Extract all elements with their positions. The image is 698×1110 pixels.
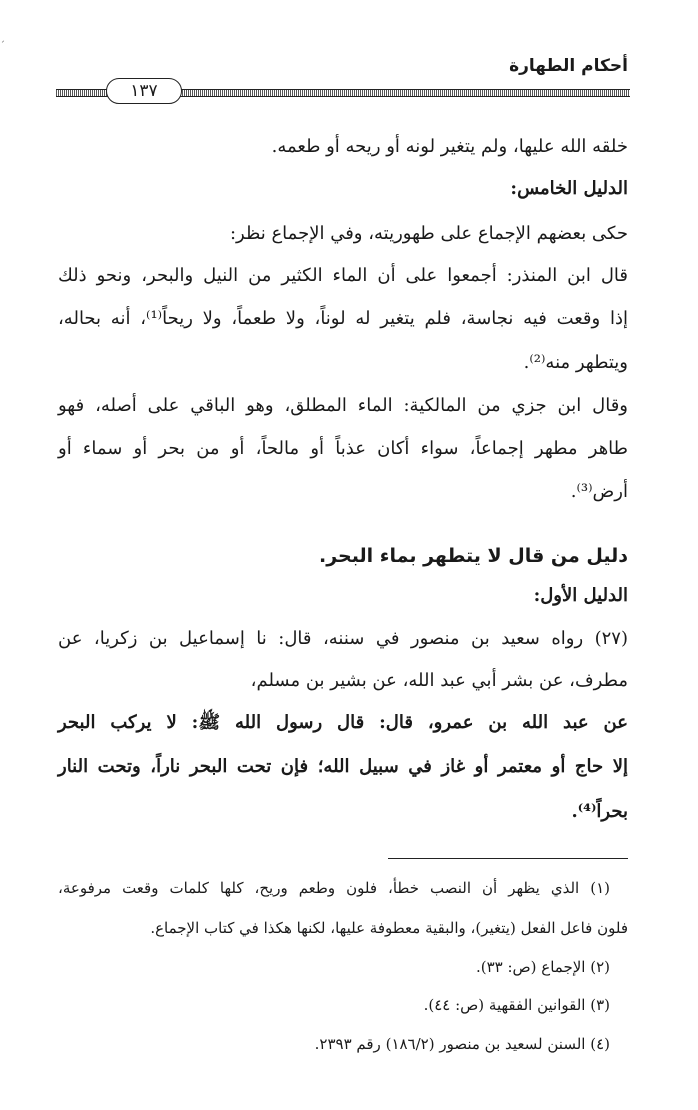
hadith-text-line: إلا حاج أو معتمر أو غاز في سبيل الله؛ فإن تحت البحر ناراً، وتحت النار xyxy=(58,756,628,777)
subheading-first-evidence: الدليل الأول: xyxy=(533,585,628,606)
section-heading: دليل من قال لا يتطهر بماء البحر. xyxy=(319,545,628,567)
text-line: خلقه الله عليها، ولم يتغير لونه أو ريحه أو طعمه. xyxy=(271,136,628,157)
hadith-text-line: عن عبد الله بن عمرو، قال: قال رسول الله ﷺ: لا يركب البحر xyxy=(58,712,628,733)
footnote-2: (٢) الإجماع (ص: ٣٣). xyxy=(475,958,610,976)
running-title: أحكام الطهارة xyxy=(509,56,628,76)
text-line: أرض⁽³⁾. xyxy=(570,481,628,502)
page-number: ١٣٧ xyxy=(106,78,182,104)
scan-mark: ˏ xyxy=(0,32,5,43)
hadith-text-line: بحراً⁽⁴⁾. xyxy=(571,801,628,822)
footnote-1: (١) الذي يظهر أن النصب خطأ، فلون وطعم وريح، كلها كلمات وقعت مرفوعة، xyxy=(58,879,610,897)
hadith-chain-line: (٢٧) رواه سعيد بن منصور في سننه، قال: نا إسماعيل بن زكريا، عن xyxy=(58,628,628,649)
footnote-1-continued: فلون فاعل الفعل (يتغير)، والبقية معطوفة عليها، لكنها هكذا في كتاب الإجماع. xyxy=(150,919,628,937)
text-line: حكى بعضهم الإجماع على طهوريته، وفي الإجماع نظر: xyxy=(229,223,628,244)
text-line: ويتطهر منه⁽²⁾. xyxy=(523,352,628,373)
footnote-3: (٣) القوانين الفقهية (ص: ٤٤). xyxy=(423,996,610,1014)
footnote-separator xyxy=(388,858,628,859)
text-line: وقال ابن جزي من المالكية: الماء المطلق، وهو الباقي على أصله، فهو xyxy=(58,395,628,416)
hadith-chain-line: مطرف، عن بشر أبي عبد الله، عن بشير بن مسلم، xyxy=(250,670,628,691)
text-line: قال ابن المنذر: أجمعوا على أن الماء الكثير من النيل والبحر، ونحو ذلك xyxy=(58,265,628,286)
text-line: إذا وقعت فيه نجاسة، فلم يتغير له لوناً، ولا طعماً، ولا ريحاً⁽¹⁾، أنه بحاله، xyxy=(58,308,628,329)
text-line: طاهر مطهر إجماعاً، سواء أكان عذباً أو مالحاً، أو من بحر أو سماء أو xyxy=(58,438,628,459)
footnote-4: (٤) السنن لسعيد بن منصور (١٨٦/٢) رقم ٢٣٩٣. xyxy=(314,1035,610,1053)
subheading-fifth-evidence: الدليل الخامس: xyxy=(510,178,628,199)
